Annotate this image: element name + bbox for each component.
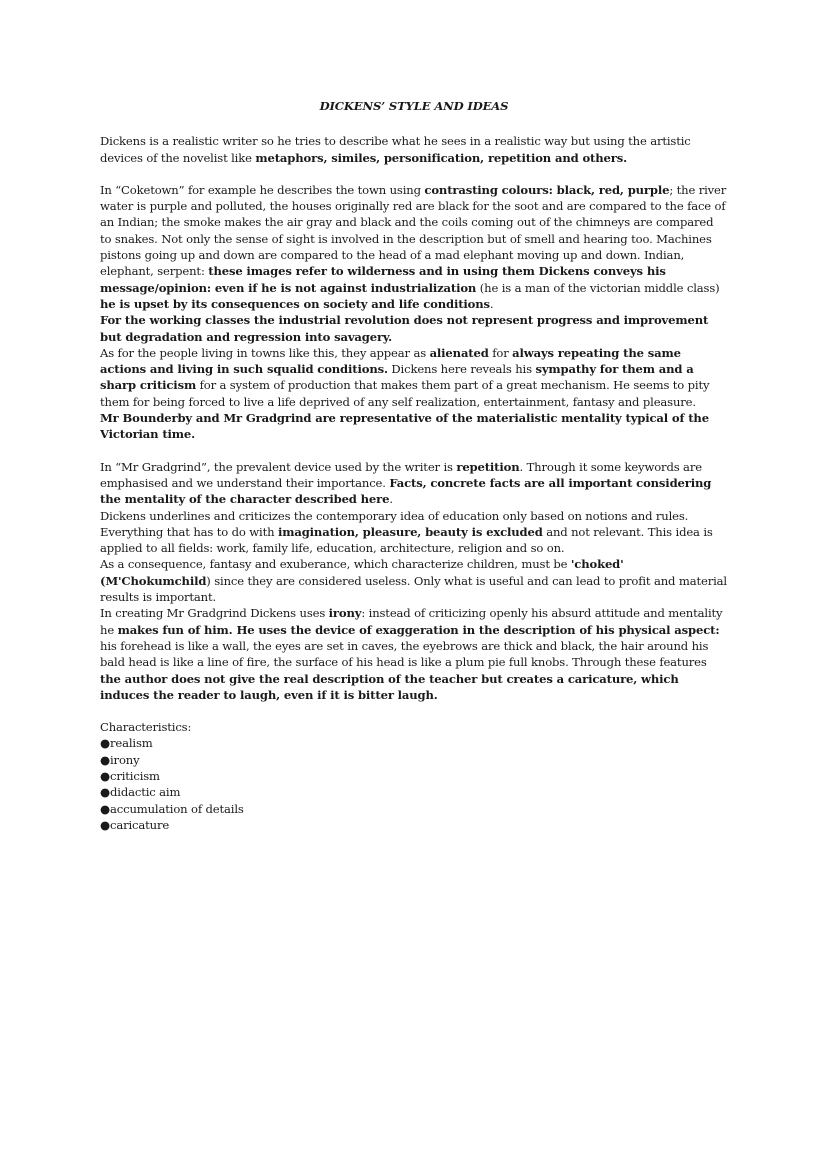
text-run: As for the people living in towns like this, they appear as — [100, 345, 430, 360]
bold-text-run: irony — [328, 606, 362, 621]
consequence-paragraph — [100, 556, 728, 605]
bold-text-run: the author does not give the real description of the teacher but creates a caricature, which induces the reader to laugh, even if it is bitter laugh. — [100, 671, 679, 702]
text-run: and not relevant. This idea is applied to all fields: work, family life, education, architecture, religion and so on. — [100, 524, 713, 556]
gradgrind-paragraph — [100, 459, 728, 508]
bold-text-run: 'choked' (M'Chokumchild — [100, 557, 624, 588]
text-run: Dickens underlines and criticizes the contemporary idea of education only based on notions and rules. Everything that has to do with — [100, 508, 689, 539]
characteristic-item — [100, 817, 728, 833]
document-page — [100, 98, 728, 833]
characteristic-label: irony — [110, 752, 140, 767]
characteristics-list — [100, 735, 728, 833]
bullet-icon: ● — [100, 768, 110, 783]
people-paragraph — [100, 345, 728, 410]
bullet-icon: ● — [100, 817, 110, 832]
document-title: DICKENS’ STYLE AND IDEAS — [319, 99, 509, 113]
text-run: Dickens is a realistic writer so he tries to describe what he sees in a realistic way but using the artistic devices of the novelist like — [100, 134, 691, 165]
characteristic-item — [100, 801, 728, 817]
text-run: . — [489, 296, 494, 311]
bold-text-run: metaphors, similes, personification, repetition and others. — [255, 150, 627, 165]
characteristic-item — [100, 784, 728, 800]
bounderby-paragraph — [100, 410, 728, 443]
characteristic-item — [100, 752, 728, 768]
bullet-icon: ● — [100, 801, 110, 816]
characteristic-item — [100, 768, 728, 784]
characteristic-item — [100, 735, 728, 751]
bold-text-run: For the working classes the industrial revolution does not represent progress and improvement but degradation and regression into savagery. — [100, 313, 709, 344]
text-run: for a system of production that makes them part of a great mechanism. He seems to pity them for being forced to live a life deprived of any self realization, entertainment, fantasy and pleasure. — [100, 378, 710, 409]
characteristic-label: didactic aim — [110, 785, 181, 800]
irony-paragraph — [100, 605, 728, 703]
text-run: In creating Mr Gradgrind Dickens uses — [100, 606, 329, 621]
bold-text-run: he is upset by its consequences on society and life conditions — [100, 296, 490, 311]
text-run: . Through it some keywords are emphasised and we understand their importance. — [100, 459, 702, 490]
characteristic-label: realism — [110, 736, 153, 751]
bold-text-run: these images refer to wilderness and in using them Dickens conveys his message/opinion: even if he is not against industrialization — [100, 264, 666, 295]
bold-text-run: imagination, pleasure, beauty is excluded — [277, 524, 543, 539]
text-run: for — [488, 345, 513, 360]
bold-text-run: alienated — [429, 345, 489, 360]
text-run: In “Mr Gradgrind”, the prevalent device used by the writer is — [100, 459, 457, 474]
bold-text-run: Mr Bounderby and Mr Gradgrind are representative of the materialistic mentality typical of the Victorian time. — [100, 411, 709, 442]
characteristic-label: caricature — [110, 817, 170, 832]
text-run: ; the river water is purple and polluted, the houses originally red are black for the soot and are compared to the face of an Indian; the smoke makes the air gray and black and the coils coming out of the chimneys are compared to snakes. Not only the sense of sight is involved in the description but of smell and hearing too. Machines pistons going up and down are compared to the head of a mad elephant moving up and down. Indian, elephant, serpent: — [100, 182, 727, 279]
characteristic-label: accumulation of details — [110, 801, 244, 816]
bullet-icon: ● — [100, 736, 110, 751]
intro-paragraph — [100, 133, 728, 166]
characteristics-label: Characteristics: — [100, 720, 192, 735]
bold-text-run: always repeating the same actions and living in such squalid conditions. — [100, 345, 681, 377]
text-run: Dickens here reveals his — [387, 362, 536, 377]
characteristic-label: criticism — [110, 768, 160, 783]
text-run: ) since they are considered useless. Only what is useful and can lead to profit and material results is important. — [100, 573, 727, 605]
bold-text-run: Facts, concrete facts are all important considering the mentality of the character described here — [100, 475, 712, 507]
text-run: . — [389, 492, 393, 507]
text-run: his forehead is like a wall, the eyes are set in caves, the eyebrows are thick and black, the hair around his bald head is like a line of fire, the surface of his head is like a plum pie full knobs. Through these features — [100, 638, 709, 670]
bold-text-run: makes fun of him. He uses the device of exaggeration in the description of his physical aspect: — [117, 622, 720, 637]
bullet-icon: ● — [100, 785, 110, 800]
coketown-paragraph — [100, 182, 728, 312]
text-run: In “Coketown” for example he describes the town using — [100, 182, 425, 197]
bold-text-run: repetition — [456, 459, 520, 474]
text-run: : instead of criticizing openly his absurd attitude and mentality he — [100, 606, 723, 637]
education-paragraph — [100, 508, 728, 557]
working-classes-paragraph — [100, 312, 728, 345]
bold-text-run: sympathy for them and a sharp criticism — [100, 362, 694, 393]
text-run: (he is a man of the victorian middle class) — [476, 280, 720, 295]
bullet-icon: ● — [100, 752, 110, 767]
bold-text-run: contrasting colours: black, red, purple — [424, 182, 670, 197]
text-run: As a consequence, fantasy and exuberance, which characterize children, must be — [100, 557, 571, 572]
